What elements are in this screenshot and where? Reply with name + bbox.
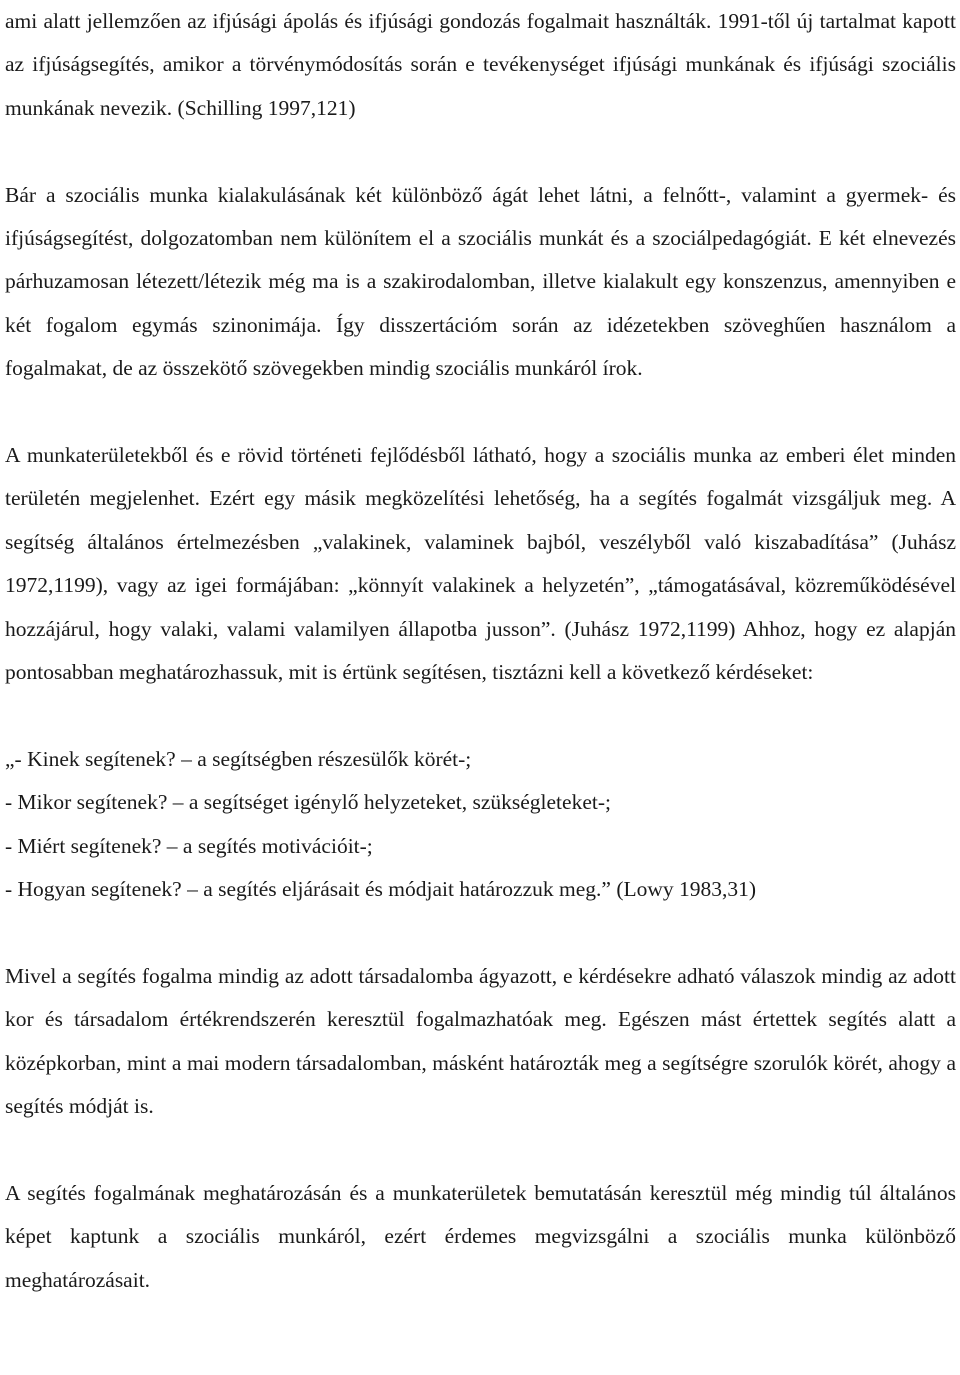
question-list	[5, 738, 956, 912]
paragraph-conclusion: A segítés fogalmának meghatározásán és a munkaterületek bemutatásán keresztül még mindig túl általános képet kaptunk a szociális munkáról, ezért érdemes megvizsgálni a szociális munka különböző meghatározásait.	[5, 1180, 956, 1292]
paragraph-youth-work-history: ami alatt jellemzően az ifjúsági ápolás és ifjúsági gondozás fogalmait használták. 1991-től új tartalmat kapott az ifjúságsegítés, amikor a törvénymódosítás során e tevékenységet ifjúsági munkának és ifjúsági szociális munkának nevezik. (Schilling 1997,121)	[5, 9, 956, 120]
question-item-why: - Miért segítenek? – a segítés motivációit-;	[5, 833, 373, 858]
question-item-how: - Hogyan segítenek? – a segítés eljárásait és módjait határozzuk meg.” (Lowy 1983,31)	[5, 877, 757, 902]
question-item-who: „- Kinek segítenek? – a segítségben részesülők körét-;	[5, 746, 472, 771]
paragraph-gap	[5, 391, 956, 434]
paragraph-terminology: Bár a szociális munka kialakulásának két különböző ágát lehet látni, a felnőtt-, valamint a gyermek- és ifjúságsegítést, dolgozatomban nem különítem el a szociális munkát és a szociálpedagógiát. E két elnevezés párhuzamosan létezett/létezik még ma is a szakirodalomban, illetve kialakult egy konszenzus, amennyiben e két fogalom egymás szinonimája. Így disszertációm során az idézetekben szöveghűen használom a fogalmakat, de az összekötő szövegekben mindig szociális munkáról írok.	[5, 182, 956, 381]
paragraph-gap	[5, 1129, 956, 1172]
paragraph-helping-definition: A munkaterületekből és e rövid történeti fejlődésből látható, hogy a szociális munka az emberi élet minden területén megjelenhet. Ezért egy másik megközelítési lehetőség, ha a segítés fogalmát vizsgáljuk meg. A segítség általános értelmezésben „valakinek, valaminek bajból, veszélyből való kiszabadítása” (Juhász 1972,1199), vagy az igei formájában: „könnyít valakinek a helyzetén”, „támogatásával, közreműködésével hozzájárul, hogy valaki, valami valamilyen állapotba jusson”. (Juhász 1972,1199) Ahhoz, hogy ez alapján pontosabban meghatározhassuk, mit is értünk segítésen, tisztázni kell a következő kérdéseket:	[5, 443, 956, 685]
paragraph-gap	[5, 911, 956, 954]
document-page	[5, 0, 956, 1302]
paragraph-gap	[5, 130, 956, 173]
paragraph-society-context: Mivel a segítés fogalma mindig az adott társadalomba ágyazott, e kérdésekre adható válaszok mindig az adott kor és társadalom értékrendszerén keresztül fogalmazhatóak meg. Egészen mást értettek segítés alatt a középkorban, mint a mai modern társadalomban, másként határozták meg a segítségre szorulók körét, ahogy a segítés módját is.	[5, 963, 956, 1119]
paragraph-gap	[5, 694, 956, 737]
question-item-when: - Mikor segítenek? – a segítséget igénylő helyzeteket, szükségleteket-;	[5, 790, 611, 815]
